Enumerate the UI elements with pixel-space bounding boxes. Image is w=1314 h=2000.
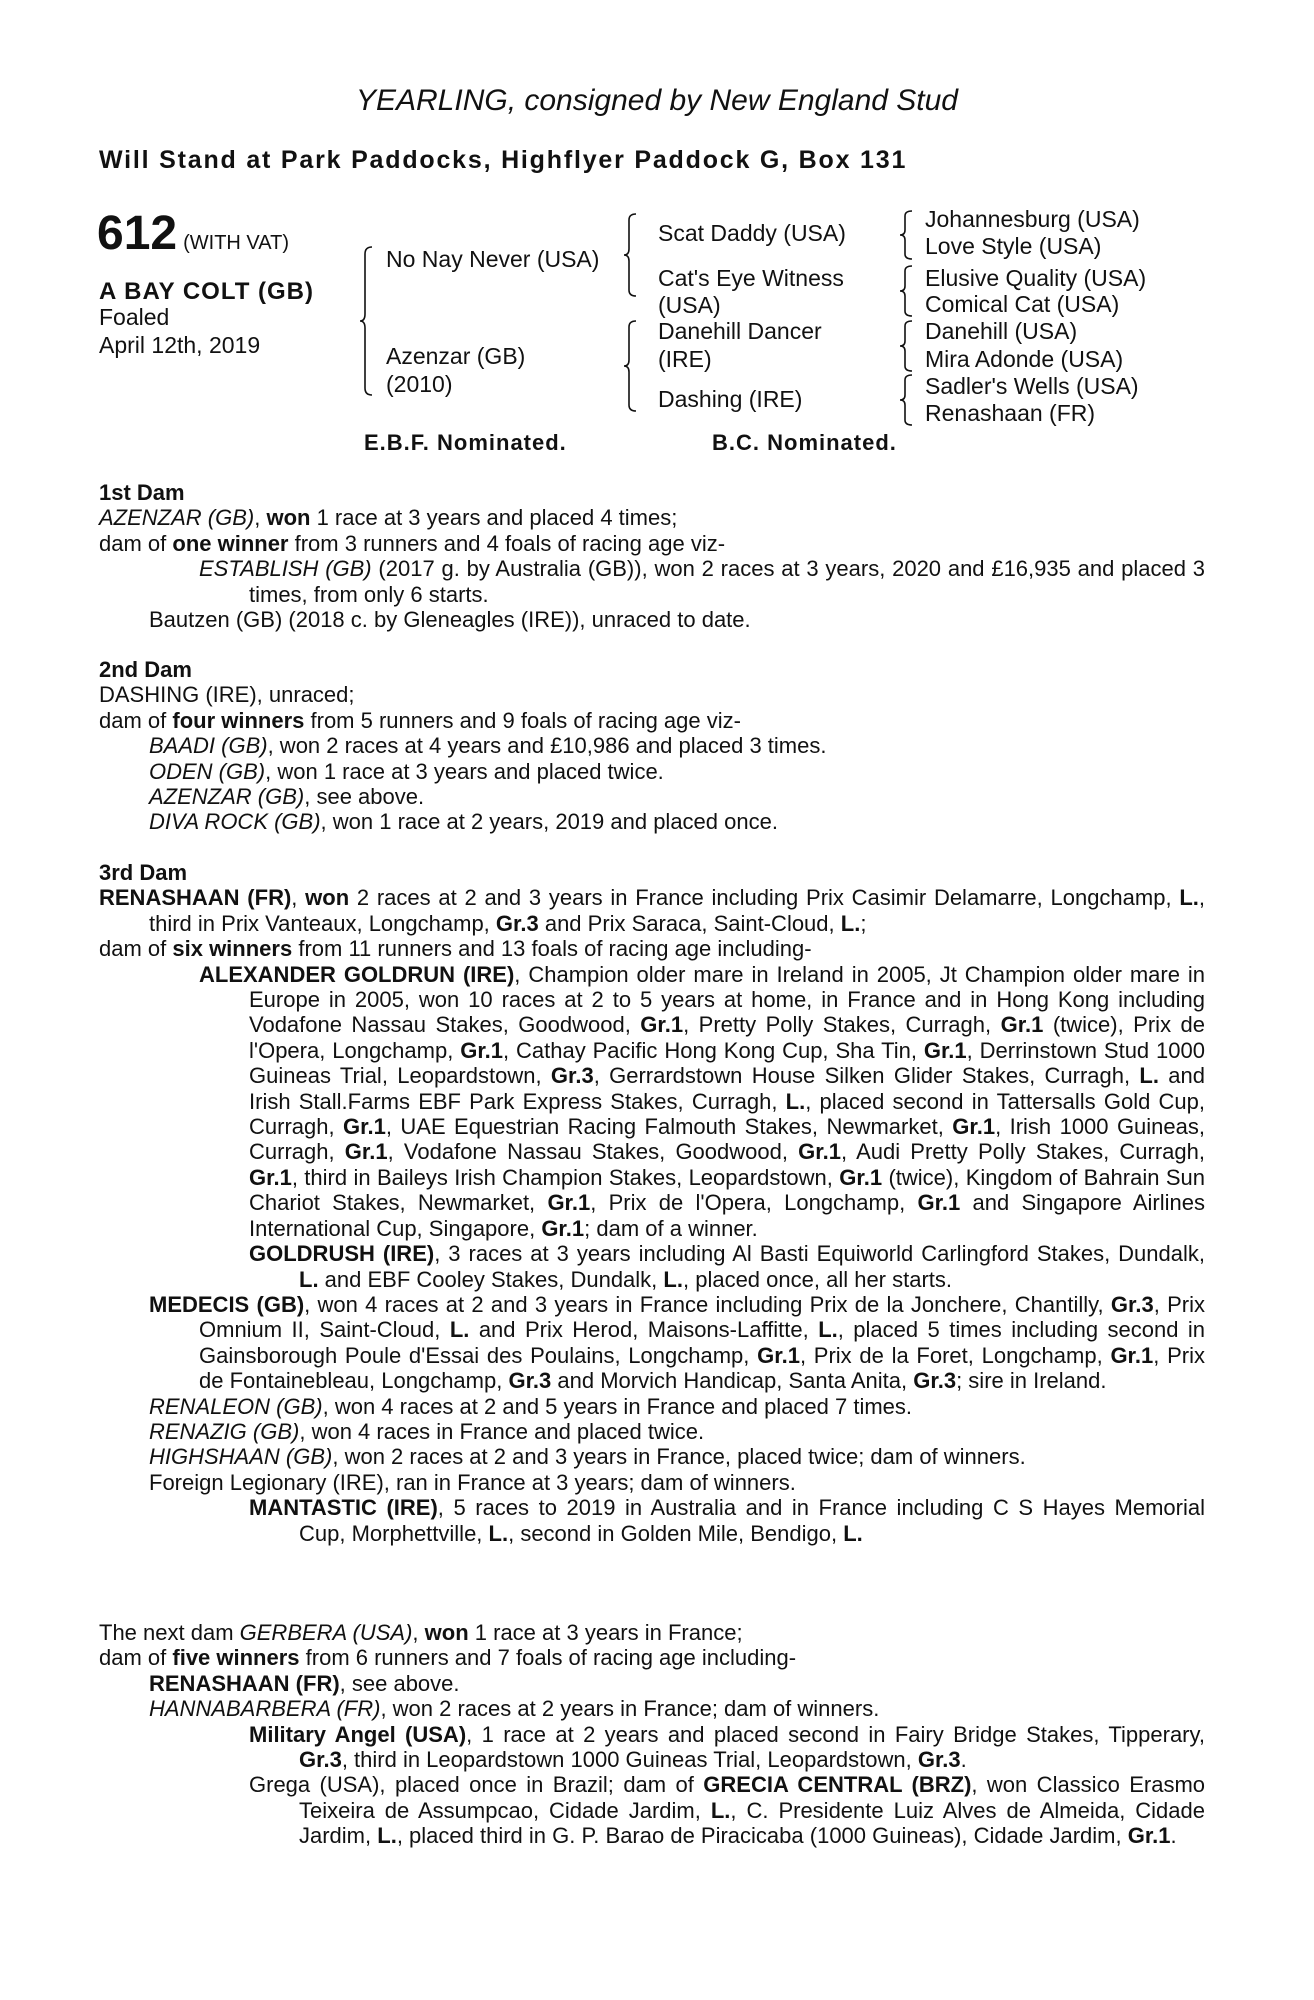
- grade: L.: [785, 1088, 806, 1114]
- bc-nominated: B.C. Nominated.: [712, 430, 897, 455]
- produce-name: Military Angel (USA): [249, 1721, 467, 1747]
- text: and Prix Herod, Maisons-Laffitte,: [469, 1317, 819, 1343]
- pedigree-g1: Johannesburg (USA): [925, 206, 1140, 232]
- grade: L.: [818, 1317, 838, 1343]
- won-label: won: [266, 505, 311, 531]
- grade: Gr.1: [343, 1114, 386, 1140]
- pedigree-sire: No Nay Never (USA): [386, 246, 600, 272]
- pedigree-brace-g12: [900, 210, 914, 260]
- text: , Champion older mare in Ireland in 2005, Jt Champion older mare in Europe in 2005, won 10 races at 2 to 5 years at home, in France and in Hong Kong including Vodafone Nassau Stakes, Goodwood,: [249, 961, 1205, 1038]
- text: 1 race at 3 years in France;: [468, 1620, 743, 1645]
- text: , UAE Equestrian Racing Falmouth Stakes, Newmarket,: [385, 1114, 953, 1140]
- won-label: won: [305, 885, 350, 911]
- pedigree-brace-g78: [900, 374, 914, 426]
- text: from 5 runners and 9 foals of racing age viz-: [304, 707, 741, 733]
- grade: Gr.3: [1110, 1291, 1154, 1317]
- text: dam of: [99, 936, 173, 962]
- grade: Gr.3: [550, 1063, 594, 1089]
- vat-label: (WITH VAT): [183, 232, 289, 254]
- text: , C. Presidente Luiz Alves de Almeida, Cidade Jardim,: [299, 1797, 1205, 1849]
- grade: L.: [663, 1266, 683, 1292]
- pedigree-sire-sire: Scat Daddy (USA): [658, 220, 846, 246]
- text: , Irish 1000 Guineas, Curragh,: [249, 1114, 1205, 1165]
- produce-record: , won 1 race at 2 years, 2019 and placed once.: [320, 809, 778, 835]
- grade: Gr.1: [839, 1164, 883, 1190]
- ebf-nominated: E.B.F. Nominated.: [364, 430, 567, 455]
- grade: L.: [377, 1823, 397, 1849]
- second-dam-line: DASHING (IRE), unraced;: [99, 682, 355, 708]
- produce-entry: [99, 556, 1205, 607]
- text: The next dam: [99, 1620, 240, 1645]
- third-dam-title: 3rd Dam: [99, 860, 188, 885]
- grade: L.: [299, 1266, 319, 1292]
- pedigree-brace-g56: [900, 320, 914, 372]
- pedigree-g5: Danehill (USA): [925, 318, 1078, 344]
- lot-description: A BAY COLT (GB): [99, 278, 315, 305]
- second-dam-title: 2nd Dam: [99, 657, 192, 682]
- produce-name: HIGHSHAAN (GB): [149, 1444, 333, 1470]
- text: .: [1170, 1823, 1177, 1849]
- grand-produce-entry: [149, 1241, 1205, 1292]
- text: and Morvich Handicap, Santa Anita,: [551, 1368, 914, 1394]
- text: , third in Baileys Irish Champion Stakes, Leopardstown,: [291, 1164, 840, 1190]
- text: , Prix de l'Opera, Longchamp,: [590, 1190, 918, 1216]
- text: , placed 5 times including second in Gainsborough Poule d'Essai des Poulains, Longchamp,: [199, 1317, 1205, 1368]
- first-dam-title: 1st Dam: [99, 480, 185, 505]
- dam-name: RENASHAAN (FR): [99, 885, 292, 911]
- text: Grega (USA), placed once in Brazil; dam of: [249, 1772, 704, 1798]
- produce-entry: [99, 759, 1205, 784]
- text: 1 race at 3 years and placed 4 times;: [310, 505, 678, 531]
- pedigree-dam-sire-2: (IRE): [658, 346, 712, 372]
- produce-entry: Bautzen (GB) (2018 c. by Gleneagles (IRE)), unraced to date.: [149, 607, 751, 633]
- text: , won Classico Erasmo Teixeira de Assumpcao, Cidade Jardim,: [299, 1772, 1206, 1823]
- grade: Gr.3: [917, 1747, 961, 1773]
- text: ,: [254, 505, 267, 531]
- produce-entry: [99, 733, 1205, 758]
- lot-number: 612: [97, 207, 178, 260]
- pedigree-brace-main: [360, 246, 374, 396]
- grade: Gr.1: [757, 1342, 800, 1368]
- grade: Gr.3: [913, 1368, 957, 1394]
- produce-name: ESTABLISH (GB): [199, 556, 372, 582]
- third-dam-produce-line: [99, 936, 1205, 961]
- produce-name: GOLDRUSH (IRE): [249, 1241, 435, 1267]
- text: ;: [860, 910, 867, 936]
- first-dam-section: [99, 480, 1205, 632]
- text: and EBF Cooley Stakes, Dundalk,: [318, 1266, 664, 1292]
- text: , Prix Omnium II, Saint-Cloud,: [199, 1291, 1205, 1343]
- text: from 3 runners and 4 foals of racing age viz-: [288, 530, 726, 556]
- text: , third in Leopardstown 1000 Guineas Trial, Leopardstown,: [341, 1747, 918, 1773]
- produce-name: ODEN (GB): [149, 758, 266, 784]
- text: , second in Golden Mile, Bendigo,: [508, 1520, 844, 1546]
- text: , won 4 races at 2 and 3 years in France including Prix de la Jonchere, Chantilly,: [304, 1291, 1111, 1317]
- grade: Gr.1: [249, 1164, 292, 1190]
- produce-entry: [99, 784, 1205, 809]
- text: ; sire in Ireland.: [956, 1368, 1107, 1394]
- text: and Singapore Airlines International Cup, Singapore,: [249, 1190, 1205, 1241]
- text: from 11 runners and 13 foals of racing age including-: [292, 936, 812, 962]
- produce-name: RENAZIG (GB): [149, 1418, 300, 1444]
- pedigree-g4: Comical Cat (USA): [925, 291, 1120, 317]
- text: , won 2 races at 2 years in France; dam of winners.: [380, 1696, 880, 1722]
- text: , see above.: [339, 1670, 460, 1696]
- produce-entry: [99, 1419, 1205, 1444]
- text: , won 4 races in France and placed twice.: [299, 1418, 705, 1444]
- text: , Audi Pretty Polly Stakes, Curragh,: [840, 1139, 1205, 1165]
- text: , Gerrardstown House Silken Glider Stakes, Curragh,: [593, 1063, 1140, 1089]
- grade: Gr.1: [640, 1012, 684, 1038]
- next-dam-line: [99, 1620, 1205, 1645]
- text: , Cathay Pacific Hong Kong Cup, Sha Tin,: [503, 1037, 924, 1063]
- grade: Gr.1: [1127, 1823, 1171, 1849]
- produce-entry: [99, 1671, 1205, 1696]
- dam-name: GERBERA (USA): [239, 1620, 413, 1645]
- text: from 6 runners and 7 foals of racing age including-: [299, 1645, 797, 1671]
- text: dam of: [99, 1645, 173, 1671]
- text: , 5 races to 2019 in Australia and in France including C S Hayes Memorial Cup, Morphettville,: [299, 1495, 1205, 1546]
- text: .: [960, 1747, 967, 1773]
- produce-record: (2017 g. by Australia (GB)), won 2 races at 3 years, 2020 and £16,935 and placed 3 times, from only 6 starts.: [249, 556, 1205, 607]
- text: , won 2 races at 2 and 3 years in France, placed twice; dam of winners.: [332, 1444, 1026, 1470]
- produce-entry: [99, 1444, 1205, 1469]
- grade: Gr.1: [344, 1139, 388, 1165]
- pedigree-sire-dam-1: Cat's Eye Witness: [658, 265, 844, 291]
- pedigree-brace-sire: [624, 213, 638, 297]
- second-dam-produce-line: [99, 708, 1205, 733]
- produce-name: AZENZAR (GB): [149, 784, 305, 810]
- text: ,: [291, 885, 306, 911]
- pedigree-dam-name: Azenzar (GB): [386, 343, 526, 369]
- produce-entry: [99, 1696, 1205, 1721]
- grade: Gr.1: [1110, 1342, 1154, 1368]
- third-dam-section: [99, 860, 1205, 1546]
- first-dam-line: [99, 505, 1205, 530]
- pedigree-g3: Elusive Quality (USA): [925, 265, 1147, 291]
- text: , Vodafone Nassau Stakes, Goodwood,: [387, 1139, 799, 1165]
- grade: Gr.3: [508, 1368, 552, 1394]
- text: , Prix de Fontainebleau, Longchamp,: [199, 1342, 1205, 1394]
- grade: L.: [1179, 885, 1199, 911]
- grade: Gr.1: [923, 1037, 967, 1063]
- text: , 1 race at 2 years and placed second in Fairy Bridge Stakes, Tipperary,: [466, 1721, 1205, 1747]
- pedigree-dam-year: (2010): [386, 371, 453, 397]
- produce-name: HANNABARBERA (FR): [149, 1696, 381, 1722]
- grand-produce-entry: [149, 1722, 1205, 1773]
- produce-entry: [99, 1292, 1205, 1394]
- grade: L.: [449, 1317, 470, 1343]
- second-dam-section: [99, 657, 1205, 835]
- grade: L.: [710, 1797, 731, 1823]
- text: (twice), Prix de l'Opera, Longchamp,: [249, 1012, 1205, 1063]
- produce-name: MANTASTIC (IRE): [249, 1495, 438, 1521]
- produce-record: , won 1 race at 3 years and placed twice.: [265, 758, 664, 784]
- text: 2 races at 2 and 3 years in France including Prix Casimir Delamarre, Longchamp,: [349, 885, 1180, 911]
- text: , won 4 races at 2 and 5 years in France and placed 7 times.: [322, 1393, 913, 1419]
- pedigree-sire-dam-2: (USA): [658, 292, 721, 318]
- foaled-date: April 12th, 2019: [99, 332, 261, 358]
- consignor-line: YEARLING, consigned by New England Stud: [355, 84, 958, 117]
- produce-name: GRECIA CENTRAL (BRZ): [703, 1772, 972, 1798]
- pedigree-dam-dam: Dashing (IRE): [658, 386, 803, 412]
- grade: L.: [840, 910, 861, 936]
- pedigree-brace-g34: [900, 265, 914, 317]
- grade: Gr.3: [495, 910, 539, 936]
- produce-record: , won 2 races at 4 years and £10,986 and placed 3 times.: [267, 733, 827, 759]
- foaled-label: Foaled: [99, 304, 170, 330]
- pedigree-dam-sire-1: Danehill Dancer: [658, 318, 822, 344]
- dam-name: AZENZAR (GB): [99, 505, 255, 531]
- grade: Gr.1: [541, 1215, 585, 1241]
- text: and Irish Stall.Farms EBF Park Express Stakes, Curragh,: [249, 1063, 1206, 1114]
- produce-entry: [149, 962, 1205, 1241]
- won-label: won: [424, 1620, 469, 1645]
- grade: Gr.1: [917, 1190, 961, 1216]
- grade: L.: [843, 1520, 863, 1546]
- text: and Prix Saraca, Saint-Cloud,: [538, 910, 841, 936]
- text: , placed second in Tattersalls Gold Cup, Curragh,: [249, 1088, 1205, 1140]
- winners-count: four winners: [172, 707, 305, 733]
- pedigree-g7: Sadler's Wells (USA): [925, 373, 1139, 399]
- grand-produce-entry: [149, 1772, 1205, 1848]
- winners-count: five winners: [172, 1645, 300, 1671]
- grade: Gr.3: [299, 1747, 342, 1773]
- text: , Derrinstown Stud 1000 Guineas Trial, Leopardstown,: [249, 1037, 1205, 1089]
- text: dam of: [99, 707, 173, 733]
- pedigree-g2: Love Style (USA): [925, 233, 1102, 259]
- text: , Pretty Polly Stakes, Curragh,: [683, 1012, 1001, 1038]
- text: , placed once, all her starts.: [682, 1266, 953, 1292]
- text: , 3 races at 3 years including Al Basti Equiworld Carlingford Stakes, Dundalk,: [434, 1241, 1205, 1267]
- produce-name: DIVA ROCK (GB): [149, 809, 321, 835]
- grade: Gr.1: [952, 1114, 996, 1140]
- grade: Gr.1: [798, 1139, 841, 1165]
- grade: Gr.1: [1000, 1012, 1044, 1038]
- grade: L.: [488, 1520, 509, 1546]
- winners-count: one winner: [172, 530, 289, 556]
- next-dam-produce-line: [99, 1645, 1205, 1670]
- text: ,: [412, 1620, 425, 1645]
- produce-name: RENALEON (GB): [149, 1393, 323, 1419]
- text: ; dam of a winner.: [584, 1215, 758, 1241]
- third-dam-record: [99, 885, 1205, 936]
- pedigree-g8: Renashaan (FR): [925, 400, 1096, 426]
- text: (twice), Kingdom of Bahrain Sun Chariot Stakes, Newmarket,: [249, 1164, 1205, 1216]
- produce-record: , see above.: [304, 784, 425, 810]
- produce-name: MEDECIS (GB): [149, 1291, 305, 1317]
- produce-name: ALEXANDER GOLDRUN (IRE): [199, 961, 515, 987]
- text: dam of: [99, 530, 173, 556]
- grade: L.: [1139, 1063, 1159, 1089]
- pedigree-brace-dam: [624, 320, 638, 412]
- grade: Gr.1: [547, 1190, 591, 1216]
- grand-produce-entry: [149, 1495, 1205, 1546]
- text: , placed third in G. P. Barao de Piracicaba (1000 Guineas), Cidade Jardim,: [396, 1823, 1128, 1849]
- produce-entry: [99, 1394, 1205, 1419]
- produce-name: RENASHAAN (FR): [149, 1670, 340, 1696]
- produce-entry: [99, 809, 1205, 834]
- text: , third in Prix Vanteaux, Longchamp,: [149, 885, 1205, 936]
- lot-number-block: [97, 206, 289, 261]
- next-dam-section: [99, 1620, 1205, 1849]
- text: , Prix de la Foret, Longchamp,: [799, 1342, 1111, 1368]
- produce-name: BAADI (GB): [149, 733, 268, 759]
- winners-count: six winners: [172, 936, 293, 962]
- pedigree-g6: Mira Adonde (USA): [925, 346, 1124, 372]
- stand-location: Will Stand at Park Paddocks, Highflyer Paddock G, Box 131: [99, 146, 908, 174]
- produce-entry: Foreign Legionary (IRE), ran in France at 3 years; dam of winners.: [149, 1469, 796, 1495]
- grade: Gr.1: [460, 1037, 504, 1063]
- first-dam-produce-line: [99, 531, 1205, 556]
